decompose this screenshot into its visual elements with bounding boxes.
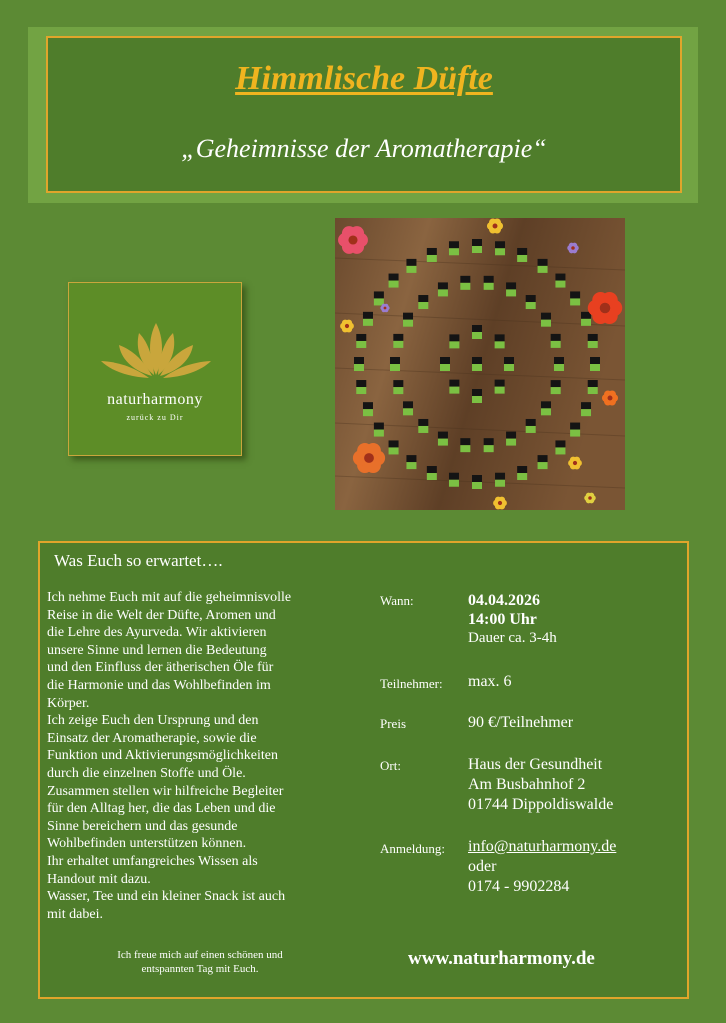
oil-bottle [440,357,450,371]
oil-bottle [495,380,505,394]
event-date: 04.04.2026 [468,592,540,609]
event-duration: Dauer ca. 3-4h [468,630,557,646]
description-line: Körper. [47,695,90,711]
oil-bottle [374,423,384,437]
description-line: und den Einfluss der ätherischen Öle für [47,660,274,676]
oil-bottle [506,282,516,296]
oil-bottle [460,438,470,452]
description-line: Ich nehme Euch mit auf die geheimnisvolle [47,590,292,605]
description-line: Reise in die Welt der Düfte, Aromen und [47,607,276,623]
description-line: die Lehre des Ayurveda. Wir aktivieren [47,625,267,641]
participants-label: Teilnehmer: [380,676,443,691]
oil-bottle [541,401,551,415]
price-value: 90 €/Teilnehmer [468,714,574,731]
oil-bottle [538,259,548,273]
oil-bottle [506,432,516,446]
oil-bottle [554,357,564,371]
description-line: Ich zeige Euch den Ursprung und den [47,713,259,729]
description-line: Einsatz der Aromatherapie, sowie die [47,730,257,746]
oil-bottle [449,241,459,255]
registration-email-link[interactable]: info@naturharmony.de [468,838,617,855]
oil-bottle [393,380,403,394]
oil-bottle [418,419,428,433]
lotus-icon [69,283,243,393]
oil-bottle [363,402,373,416]
description-line: die Harmonie und das Wohlbefinden im [47,677,271,693]
naturharmony-logo [68,282,242,456]
website-link[interactable]: www.naturharmony.de [408,948,595,969]
oil-bottle [390,357,400,371]
description-line: Sinne bereichern und das gesunde [47,818,238,834]
description-line: durch die einzelnen Stoffe und Öle. [47,765,246,781]
oil-bottle [393,334,403,348]
oil-bottle [403,401,413,415]
when-label: Wann: [380,593,414,608]
oil-bottle [354,357,364,371]
course-description [47,589,352,923]
oil-bottle [356,380,366,394]
oil-bottle [389,440,399,454]
location-label: Ort: [380,758,401,773]
essential-oils-photo [335,218,625,510]
oil-bottle [374,291,384,305]
oil-bottle [406,259,416,273]
oil-bottle [472,325,482,339]
info-heading: Was Euch so erwartet…. [54,551,223,570]
oil-bottle [570,423,580,437]
oil-bottle [438,282,448,296]
oil-bottle [517,466,527,480]
closing-line: Ich freue mich auf einen schönen und [117,949,283,961]
oil-bottle [460,276,470,290]
oil-bottle [484,276,494,290]
oil-bottle [449,334,459,348]
logo-tagline: zurück zu Dir [126,413,184,422]
oil-bottle [449,380,459,394]
description-line: für den Alltag her, die das Leben und die [47,801,276,817]
oil-bottle [427,248,437,262]
oil-bottle [403,313,413,327]
oil-bottle [484,438,494,452]
oil-bottle [538,455,548,469]
oil-bottle [526,419,536,433]
oil-bottle [418,295,428,309]
oil-bottle [363,312,373,326]
oil-bottle [581,312,591,326]
location-line: Haus der Gesundheit [468,756,603,773]
description-line: Wohlbefinden unterstützen können. [47,836,247,852]
closing-note [70,948,330,976]
oil-bottle [588,380,598,394]
price-label: Preis [380,716,406,731]
logo-name: naturharmony [107,391,203,408]
description-line: unsere Sinne und lernen die Bedeutung [47,642,267,658]
page-title: Himmlische Düfte [235,60,493,97]
oil-bottle [570,291,580,305]
oil-bottle [590,357,600,371]
header-panel [46,36,682,193]
description-line: Wasser, Tee und ein kleiner Snack ist auch [47,889,286,905]
page-subtitle: „Geheimnisse der Aromatherapie“ [181,134,547,163]
oil-bottle [472,357,482,371]
registration-or: oder [468,858,497,875]
oil-bottle [472,239,482,253]
oil-bottle [427,466,437,480]
oil-bottle [581,402,591,416]
oil-bottle [588,334,598,348]
registration-phone: 0174 - 9902284 [468,878,570,895]
description-line: Handout mit dazu. [47,871,151,887]
participants-value: max. 6 [468,673,512,690]
event-time: 14:00 Uhr [468,611,537,628]
oil-bottle [526,295,536,309]
location-line: 01744 Dippoldiswalde [468,796,614,813]
description-line: Ihr erhaltet umfangreiches Wissen als [47,853,258,869]
oil-bottle [472,389,482,403]
oil-bottle [555,274,565,288]
description-line: mit dabei. [47,906,103,922]
oil-bottle [449,473,459,487]
oil-bottle [551,380,561,394]
location-line: Am Busbahnhof 2 [468,776,586,793]
oil-bottle [504,357,514,371]
description-line: Funktion und Aktivierungsmöglichkeiten [47,748,278,764]
oil-bottle [541,313,551,327]
oil-bottle [389,274,399,288]
oil-bottle [406,455,416,469]
oil-bottle [356,334,366,348]
oil-bottle [495,241,505,255]
oil-bottle [438,432,448,446]
oil-bottle [551,334,561,348]
oil-bottle [517,248,527,262]
oil-bottle [495,473,505,487]
info-panel [38,541,689,999]
registration-label: Anmeldung: [380,841,445,856]
oil-bottle [495,334,505,348]
oil-bottle [472,475,482,489]
description-line: Zusammen stellen wir hilfreiche Begleiter [47,783,284,799]
oil-bottle [555,440,565,454]
closing-line: entspannten Tag mit Euch. [141,963,259,975]
